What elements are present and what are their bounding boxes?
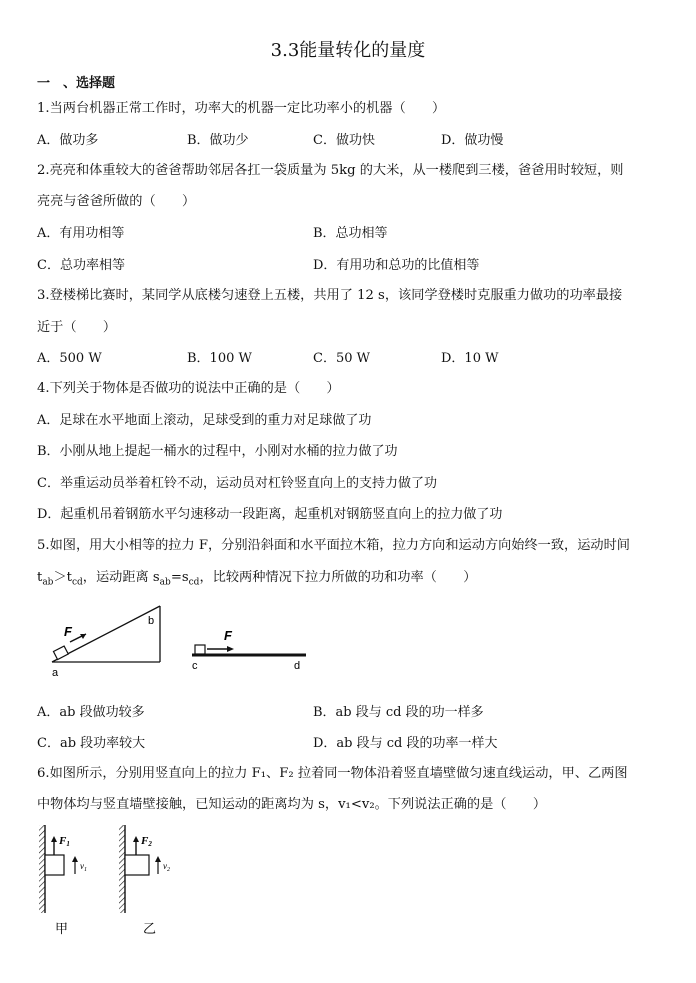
block-1	[45, 855, 64, 875]
question-6-stem-line1: 6.如图所示，分别用竖直向上的拉力 F₁、F₂ 拉着同一物体沿着竖直墙壁做匀速直线运动，甲、乙两图	[37, 766, 628, 781]
point-c-label: c	[192, 660, 198, 672]
force-label-1: F1	[59, 835, 70, 848]
wall-hatch-2	[119, 825, 125, 913]
q4-option-d: D．起重机吊着钢筋水平匀速移动一段距离，起重机对钢筋竖直向上的拉力做了功	[37, 507, 503, 522]
q1-option-c: C．做功快	[313, 133, 375, 148]
q2-option-c: C．总功率相等	[37, 258, 125, 273]
question-3-stem-line2: 近于（ ）	[37, 320, 117, 335]
q2-option-d: D．有用功和总功的比值相等	[313, 258, 480, 273]
t-cd-sub: cd	[71, 577, 83, 588]
question-2-stem-line2: 亮亮与爸爸所做的（ ）	[37, 194, 196, 209]
force-arrowhead-2	[133, 836, 139, 842]
velocity-arrowhead-1	[72, 856, 78, 862]
incline-diagram	[52, 606, 160, 679]
label-jia: 甲	[55, 922, 69, 937]
horizontal-force-label: F	[224, 628, 232, 643]
wall-hatch-1	[39, 825, 45, 913]
velocity-label-2: $v_2$	[163, 861, 170, 873]
q4-option-b: B．小刚从地上提起一桶水的过程中，小刚对水桶的拉力做了功	[37, 444, 398, 459]
q3-option-a: A．500 W	[37, 351, 102, 366]
point-a-label: a	[52, 667, 59, 679]
question-2-stem-line1: 2.亮亮和体重较大的爸爸帮助邻居各扛一袋质量为 5kg 的大米，从一楼爬到三楼，爸爸用时较短，则	[37, 163, 624, 178]
horizontal-box	[195, 645, 205, 654]
q5-figure	[40, 600, 320, 690]
figure-jia	[39, 825, 87, 937]
velocity-arrowhead-2	[155, 856, 161, 862]
q3-option-c: C．50 W	[313, 351, 370, 366]
q2-option-b: B．总功相等	[313, 226, 388, 241]
question-6-stem-line2: 中物体均与竖直墙壁接触，已知运动的距离均为 s，v₁<v₂。下列说法正确的是（ ）	[37, 797, 547, 812]
q5-option-b: B．ab 段与 cd 段的功一样多	[313, 705, 484, 720]
point-b-label: b	[148, 615, 155, 627]
point-d-label: d	[294, 660, 301, 672]
block-2	[125, 855, 149, 875]
question-4-stem: 4.下列关于物体是否做功的说法中正确的是（ ）	[37, 381, 340, 396]
q2-option-a: A．有用功相等	[37, 226, 125, 241]
q3-option-b: B．100 W	[187, 351, 252, 366]
q4-option-a: A．足球在水平地面上滚动，足球受到的重力对足球做了功	[37, 413, 372, 428]
q1-option-b: B．做功少	[187, 133, 249, 148]
t-ab-sub: ab	[42, 577, 54, 588]
force-arrowhead-1	[51, 836, 57, 842]
s-ab-sub: ab	[159, 577, 171, 588]
horizontal-diagram	[192, 628, 306, 672]
horizontal-force-arrowhead	[227, 646, 234, 652]
question-3-stem-line1: 3.登楼梯比赛时，某同学从底楼匀速登上五楼，共用了 12 s，该同学登楼时克服重力做功的功率最接	[37, 288, 623, 303]
distance-text: ，运动距离 s	[82, 570, 160, 585]
page-title: 3.3能量转化的量度	[270, 40, 426, 61]
force-label-2: F2	[141, 835, 152, 848]
incline-force-label: F	[64, 624, 72, 639]
equals: =s	[170, 570, 189, 585]
greater-than: ＞t	[53, 570, 72, 585]
q1-option-d: D．做功慢	[441, 133, 504, 148]
s-cd-sub: cd	[188, 577, 200, 588]
q4-option-c: C．举重运动员举着杠铃不动，运动员对杠铃竖直向上的支持力做了功	[37, 476, 437, 491]
q5-option-a: A．ab 段做功较多	[37, 705, 145, 720]
q1-option-a: A．做功多	[37, 133, 99, 148]
q5-option-d: D．ab 段与 cd 段的功率一样大	[313, 736, 498, 751]
t-ab: t	[37, 570, 43, 585]
question-1-stem: 1.当两台机器正常工作时，功率大的机器一定比功率小的机器（ ）	[37, 101, 446, 116]
velocity-label-1: $v_1$	[80, 861, 87, 873]
incline-box	[53, 646, 68, 660]
section-heading: 一 、选择题	[37, 76, 116, 91]
question-5-stem-line1: 5.如图，用大小相等的拉力 F，分别沿斜面和水平面拉木箱，拉力方向和运动方向始终一致，运动时间	[37, 538, 630, 553]
question-5-stem-line2	[37, 566, 476, 588]
label-yi: 乙	[143, 922, 157, 937]
q5-option-c: C．ab 段功率较大	[37, 736, 146, 751]
figure-yi	[119, 825, 170, 937]
q3-option-d: D．10 W	[441, 351, 499, 366]
q5-tail: ，比较两种情况下拉力所做的功和功率（ ）	[199, 570, 477, 585]
q6-figure	[30, 822, 200, 940]
